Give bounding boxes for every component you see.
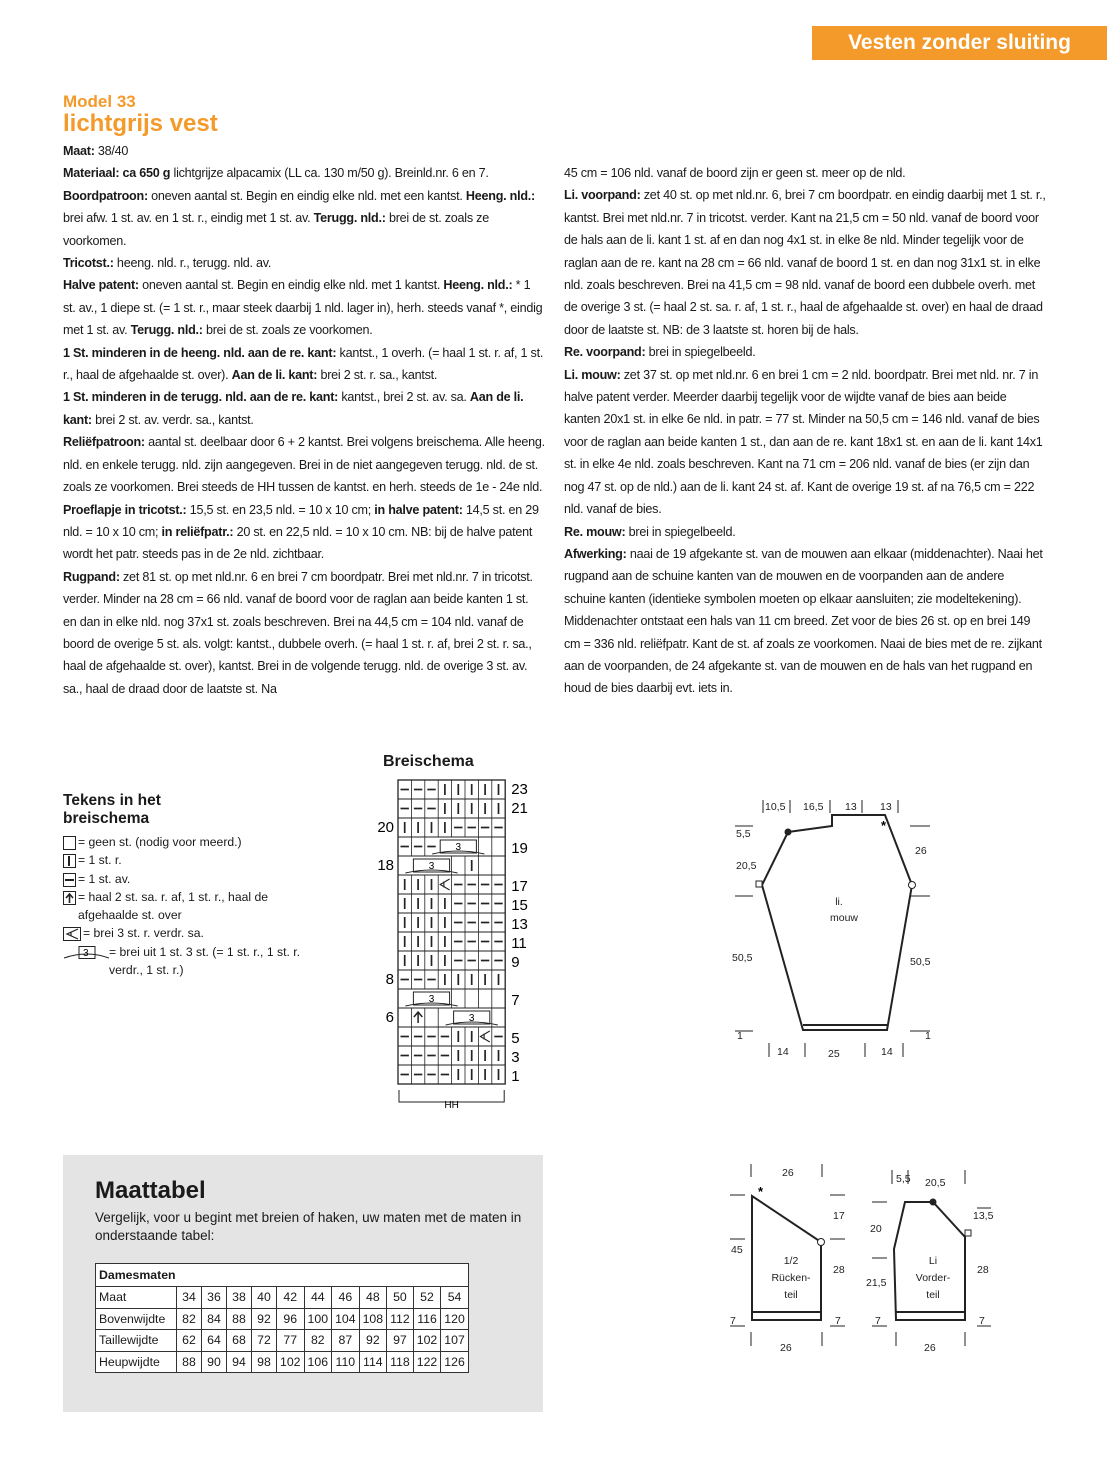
instruction-heading: 1 St. minderen in de heeng. nld. aan de re. kant: [63,345,337,360]
instruction-heading: in reliëfpatr.: [161,524,234,539]
table-row [96,1330,469,1352]
chart-row-number: 1 [511,1068,520,1085]
table-cell: 107 [441,1330,469,1352]
legend-item: = haal 2 st. sa. r. af, 1 st. r., haal de afgehaalde st. over [63,888,323,925]
svg-text:3: 3 [83,947,89,959]
purl-stitch-icon [63,873,76,887]
repeat-label: HH [444,1100,459,1110]
chart-row-number: 17 [511,878,528,895]
instruction-text: oneven aantal st. Begin en eindig elke nld. met een kantst. [147,188,466,203]
table-cell: 46 [332,1287,360,1309]
legend-item: = geen st. (nodig voor meerd.) [63,833,323,851]
table-cell: 88 [227,1308,252,1330]
three-together-mark [480,1031,489,1042]
table-cell: 120 [441,1308,469,1330]
table-cell: 34 [177,1287,202,1309]
dim-label: 5,5 [736,828,751,840]
table-cell: 96 [277,1308,305,1330]
chart-row-number: 19 [511,840,528,857]
table-cell: 108 [359,1308,387,1330]
table-cell: 42 [277,1287,305,1309]
table-cell: 92 [252,1308,277,1330]
dim-label: 13,5 [973,1210,994,1222]
table-cell: 126 [441,1351,469,1373]
instruction-heading: Boordpatroon: [63,188,148,203]
instruction-text: brei de st. zoals ze voorkomen. [202,323,373,338]
table-row [96,1308,469,1330]
chart-row-number: 20 [377,819,394,836]
instruction-text: 14,5 st. en 29 nld. = 10 x 10 cm; [63,502,539,539]
dim-label: 1 [737,1030,743,1042]
size-table-header: Damesmaten [96,1264,469,1287]
instruction-text: brei in spiegelbeeld. [645,345,756,360]
instruction-paragraph [63,274,545,341]
table-cell: 82 [304,1330,332,1352]
table-cell: 90 [202,1351,227,1373]
chart-row-number: 9 [511,954,520,971]
dim-label: 7 [835,1315,841,1327]
instruction-heading: Materiaal: ca 650 g [63,166,171,181]
instruction-text: naai de 19 afgekante st. van de mouwen aan elkaar (middenachter). Naai het rugpand aan de schuine kanten van de mouwen en de voorpanden aan de andere schuine kanten (identieke symbolen moeten op elkaar aansluiten; zie modeltekening). Middenachter ontstaat een hals van 11 cm breed. Zet voor de bies 26 st. op en brei 149 cm = 336 nld. reliëfpatr. Kant de st. af zoals ze voorkomen. Naai de bies met de re. zijkant aan de voorpanden, de 24 afgekante st. van de mouwen en de hals van het rugpand en houd de bies daarbij evt. iets in. [564,546,1043,696]
size-table-subtitle: Vergelijk, voor u begint met breien of haken, uw maten met de maten in onderstaande tabel: [95,1210,522,1243]
square-marker [965,1230,971,1236]
instruction-paragraph [564,162,1046,184]
instruction-text: 45 cm = 106 nld. vanaf de boord zijn er geen st. meer op de nld. [564,166,906,180]
empty-cell-icon [63,836,76,850]
instruction-heading: Li. mouw: [564,367,621,382]
instruction-text: lichtgrijze alpacamix (LL ca. 130 m/50 g). Breinld.nr. 6 en 7. [170,166,489,181]
model-title: lichtgrijs vest [63,110,218,137]
table-cell: 40 [252,1287,277,1309]
table-cell: 97 [387,1330,414,1352]
instruction-text: 20 st. en 22,5 nld. = 10 x 10 cm. NB: bij de halve patent wordt het patr. steeds pas in de 2e nld. zichtbaar. [63,524,533,562]
table-cell: 102 [277,1351,305,1373]
dim-label: 28 [977,1264,989,1276]
instruction-paragraph [564,341,1046,363]
table-cell: 112 [387,1308,414,1330]
instruction-heading: Afwerking: [564,546,627,561]
chart-row-number: 3 [511,1049,520,1066]
table-cell: 50 [387,1287,414,1309]
instruction-paragraph [564,184,1046,341]
instruction-paragraph [63,140,545,162]
star-marker: * [758,1184,764,1199]
legend-title: Tekens in het breischema [63,792,161,827]
table-cell: 68 [227,1330,252,1352]
instruction-heading: Terugg. nld.: [313,211,386,226]
instruction-paragraph [63,386,545,431]
dim-label: 25 [828,1048,840,1060]
chart-row-number: 7 [511,992,520,1009]
instruction-text: brei 2 st. av. verdr. sa., kantst. [91,412,254,427]
instruction-text: kantst., 1 overh. (= haal 1 st. r. af, 1 st. r., haal de afgehaalde st. over). [63,345,544,383]
instruction-text: 38/40 [94,144,129,158]
instruction-text: kantst., brei 2 st. av. sa. [338,390,470,405]
table-cell: 36 [202,1287,227,1309]
circle-marker [818,1239,825,1246]
dim-label: 21,5 [866,1277,887,1289]
instruction-text: zet 37 st. op met nld.nr. 6 en brei 1 cm = 2 nld. boordpatr. Brei met nld. nr. 7 in halve patent verder. Meerder daarbij tegelijk voor de wijdte vanaf de bies aan beide kanten 20x1 st. in elke 6e nld. in patr. = 77 st. Minder na 50,5 cm = 146 nld. vanaf de bies voor de raglan aan beide kanten 1 st., dan aan de re. kant 18x1 st. en aan de li. kant 14x1 st. in elke 4e nld. zoals beschreven. Kant na 71 cm = 206 nld. vanaf de bies (er zijn dan nog 47 st. op de nld.) aan de li. kant 24 st. af. Kant de overige 19 st. af na 76,5 cm = 222 nld. vanaf de bies. [564,367,1043,517]
table-cell: 62 [177,1330,202,1352]
table-cell: 72 [252,1330,277,1352]
instruction-heading: Proeflapje in tricotst.: [63,502,187,517]
instruction-text: brei in spiegelbeeld. [625,524,736,539]
table-cell: 114 [359,1351,387,1373]
dim-label: 17 [833,1210,845,1222]
dim-label: 14 [777,1046,789,1058]
dim-label: 13 [845,801,857,813]
dim-label: 28 [833,1264,845,1276]
back-front-schematic [725,1160,1005,1360]
double-decrease-mark [414,1012,422,1023]
table-cell: 84 [202,1308,227,1330]
instruction-text: zet 81 st. op met nld.nr. 6 en brei 7 cm boordpatr. Brei met nld.nr. 7 in tricotst. verder. Minder na 28 cm = 66 nld. vanaf de boord voor de raglan aan beide kanten 1 st. en dan in elke nld. nog 37x1 st. zoals beschreven. Brei na 44,5 cm = 104 nld. vanaf de boord de overige 5 st. als. volgt: kantst., dubbele overh. (= haal 1 st. r. af, brei 2 st. r. sa., haal de afgehaalde st. over), kantst. Brei in de volgende terugg. nld. de overige 3 st. av. sa., haal de draad door de laatste st. Na [63,569,533,696]
size-table-header-row [96,1264,469,1287]
table-cell: 44 [304,1287,332,1309]
section-banner: Vesten zonder sluiting [812,26,1107,60]
size-table [95,1263,469,1373]
dim-label: 26 [915,845,927,857]
chart-cable-digit: 3 [455,842,462,853]
table-cell: 116 [413,1308,441,1330]
chart-row-number: 8 [385,971,394,988]
instruction-paragraph [564,521,1046,543]
dim-label: 14 [881,1046,893,1058]
row-label: Maat [96,1287,177,1309]
table-cell: 54 [441,1287,469,1309]
chart-row-number: 13 [511,916,528,933]
dot-marker [930,1199,937,1206]
instruction-paragraph [63,566,545,700]
increase-cable-icon [63,946,109,960]
dim-label: 5,5 [896,1173,911,1185]
dot-marker [785,829,792,836]
table-cell: 100 [304,1308,332,1330]
piece-label: teil [926,1289,940,1301]
legend-item: = brei 3 st. r. verdr. sa. [63,924,323,942]
dim-label: 16,5 [803,801,824,813]
instruction-heading: Aan de li. kant: [63,390,524,427]
piece-label: Rücken- [771,1272,811,1284]
instruction-heading: Reliëfpatroon: [63,435,145,450]
legend-item: 3 = brei uit 1 st. 3 st. (= 1 st. r., 1 st. r. verdr., 1 st. r.) [63,943,323,980]
row-label: Bovenwijdte [96,1308,177,1330]
table-cell: 98 [252,1351,277,1373]
chart-row-number: 21 [511,800,528,817]
table-cell: 92 [359,1330,387,1352]
dim-label: 50,5 [910,956,931,968]
chart-row-number: 6 [385,1009,394,1026]
table-cell: 88 [177,1351,202,1373]
instruction-text: oneven aantal st. Begin en eindig elke nld. met 1 kantst. [138,278,444,293]
instruction-text: brei 2 st. r. sa., kantst. [317,368,438,383]
double-decrease-icon [63,891,76,905]
knit-stitch-icon [63,854,76,868]
instruction-heading: Terugg. nld.: [130,323,203,338]
table-cell: 106 [304,1351,332,1373]
dim-label: 7 [730,1315,736,1327]
chart-row-number: 18 [377,857,394,874]
model-number: Model 33 [63,92,136,111]
knitting-chart [360,775,550,1110]
dim-label: 1 [925,1030,931,1042]
size-table-title: Maattabel [95,1177,206,1204]
instruction-paragraph [63,499,545,566]
piece-label: Li [928,1255,938,1267]
instruction-paragraph [63,342,545,387]
chart-row-number: 11 [511,935,527,952]
instruction-paragraph [63,162,545,184]
instruction-heading: Li. voorpand: [564,188,641,203]
instructions-right-column [564,162,1046,700]
table-row [96,1351,469,1373]
instruction-text: zet 40 st. op met nld.nr. 6, brei 7 cm boordpatr. en eindig daarbij met 1 st. r., kantst. Brei met nld.nr. 7 in tricotst. verder. Kant na 21,5 cm = 50 nld. vanaf de boord voor de hals aan de li. kant 1 st. af en dan nog 4x1 st. in elke 8e nld. Minder tegelijk voor de raglan aan de re. kant na 28 cm = 66 nld. vanaf de boord 1 st. en dan nog 31x1 st. in elke nld. zoals beschreven. Brei na 41,5 cm = 98 nld. vanaf de boord een dubbele overh. met de overige 3 st. (= haal 2 st. sa. r. af, 1 st. r., haal de afgehaalde st. over) en haal de draad door de laatste st. NB: de 3 laatste st. horen bij de hals. [564,188,1046,337]
table-cell: 104 [332,1308,360,1330]
legend-item: = 1 st. r. [63,851,323,869]
instruction-text: 15,5 st. en 23,5 nld. = 10 x 10 cm; [186,502,375,517]
instruction-heading: Re. voorpand: [564,345,646,360]
piece-label: li. [835,896,843,908]
piece-label: 1/2 [783,1255,799,1267]
dim-label: 7 [875,1315,881,1327]
instruction-heading: in halve patent: [374,502,463,517]
dim-label: 20,5 [736,860,757,872]
table-cell: 38 [227,1287,252,1309]
sleeve-schematic [725,795,945,1065]
instruction-heading: Aan de li. kant: [231,368,318,383]
piece-label: Vorder- [915,1272,951,1284]
piece-label: teil [784,1289,798,1301]
chart-cable-digit: 3 [428,994,435,1005]
instruction-paragraph [564,364,1046,521]
circle-marker [909,882,916,889]
table-cell: 87 [332,1330,360,1352]
table-cell: 94 [227,1351,252,1373]
instruction-heading: Halve patent: [63,278,139,293]
dim-label: 26 [780,1342,792,1354]
table-cell: 52 [413,1287,441,1309]
legend [63,833,323,979]
dim-label: 10,5 [765,801,786,813]
chart-cable-digit: 3 [428,861,435,872]
square-marker [756,881,762,887]
instructions-left-column [63,140,545,700]
table-row [96,1287,469,1309]
dim-label: 13 [880,801,892,813]
dim-label: 50,5 [732,952,753,964]
dim-label: 20 [870,1223,882,1235]
instruction-text: aantal st. deelbaar door 6 + 2 kantst. Brei volgens breischema. Alle heeng. nld. en enkele terugg. nld. zijn aangegeven. Brei in de niet aangegeven terugg. nld. de st. zoals ze voorkomen. Brei steeds de HH tussen de kantst. en herh. steeds de 1e - 24e nld. [63,435,545,495]
dim-label: 45 [731,1244,743,1256]
table-cell: 82 [177,1308,202,1330]
table-cell: 102 [413,1330,441,1352]
instruction-paragraph [63,185,545,252]
chart-cable-digit: 3 [468,1013,475,1024]
row-label: Heupwijdte [96,1351,177,1373]
instruction-heading: Heeng. nld.: [465,188,535,203]
instruction-heading: Maat: [63,144,95,158]
instruction-text: brei de st. zoals ze voorkomen. [63,211,489,248]
table-cell: 48 [359,1287,387,1309]
dim-label: 26 [924,1342,936,1354]
row-label: Taillewijdte [96,1330,177,1352]
piece-label: mouw [829,912,859,924]
table-cell: 64 [202,1330,227,1352]
instruction-heading: Tricotst.: [63,256,114,271]
instruction-heading: Re. mouw: [564,524,626,539]
instruction-paragraph [63,252,545,274]
instruction-heading: 1 St. minderen in de terugg. nld. aan de re. kant: [63,390,339,405]
table-cell: 122 [413,1351,441,1373]
instruction-text: * 1 st. av., 1 diepe st. (= 1 st. r., maar steek daarbij 1 nld. lager in), herh. steeds vanaf *, eindig met 1 st. av. [63,278,543,338]
instruction-text: brei afw. 1 st. av. en 1 st. r., eindig met 1 st. av. [63,211,314,226]
instruction-paragraph [564,543,1046,700]
legend-item: = 1 st. av. [63,870,323,888]
star-marker: * [881,818,887,833]
dim-label: 7 [979,1315,985,1327]
instruction-heading: Heeng. nld.: [443,278,513,293]
table-cell: 77 [277,1330,305,1352]
chart-title: Breischema [383,753,474,770]
chart-row-number: 5 [511,1030,520,1047]
table-cell: 118 [387,1351,414,1373]
instruction-text: heeng. nld. r., terugg. nld. av. [113,256,272,271]
instruction-paragraph [63,431,545,498]
three-together-mark [440,879,449,890]
table-cell: 110 [332,1351,360,1373]
dim-label: 20,5 [925,1177,946,1189]
chart-row-number: 23 [511,781,528,798]
chart-row-number: 15 [511,897,528,914]
three-together-icon [63,927,81,941]
instruction-heading: Rugpand: [63,569,120,584]
dim-label: 26 [782,1167,794,1179]
